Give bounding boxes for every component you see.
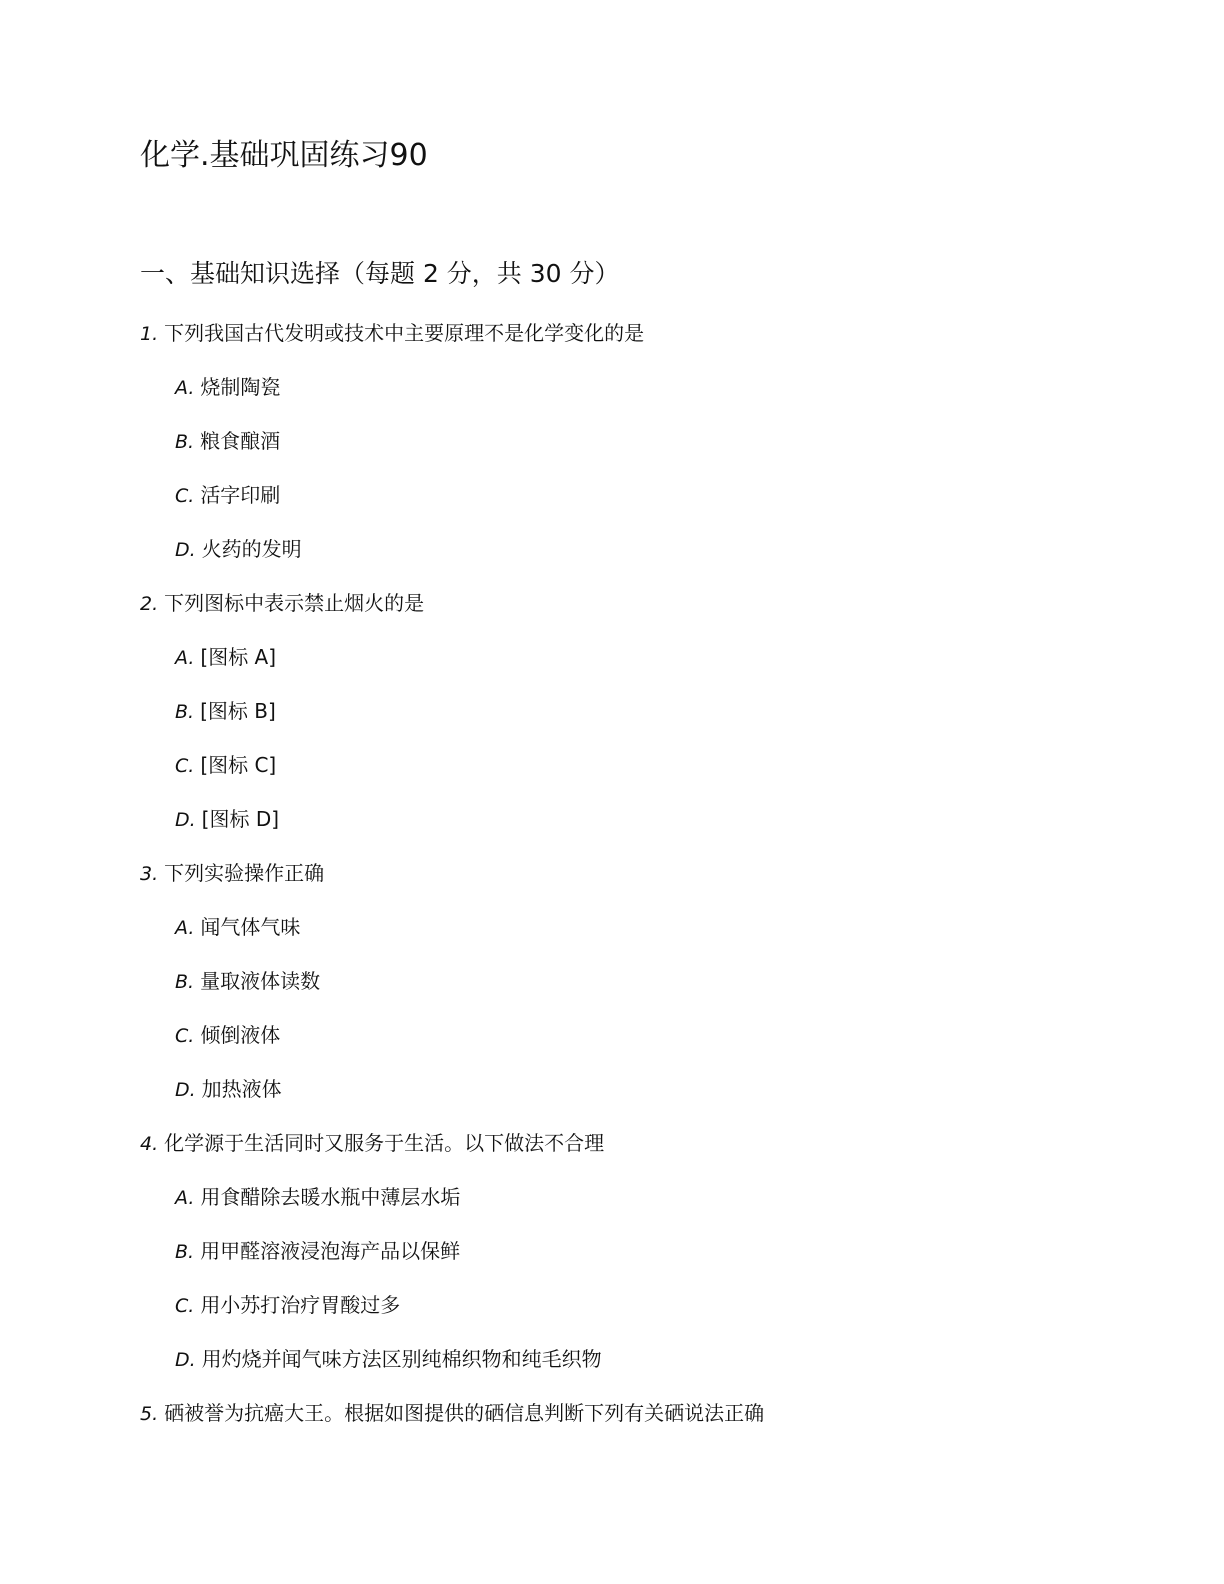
question-number: 3. [140,863,159,885]
question-text: 硒被誉为抗癌大王。根据如图提供的硒信息判断下列有关硒说法正确 [164,1401,765,1425]
option-letter: C. [175,755,195,777]
question-text: 化学源于生活同时又服务于生活。以下做法不合理 [164,1131,605,1155]
option-letter: A. [175,1187,195,1209]
question-text: 下列实验操作正确 [164,861,325,885]
option-text: [图标 C] [200,753,277,777]
question-1-option-b [175,426,280,457]
question-1-option-c [175,480,280,511]
question-3 [140,858,324,889]
option-text: 量取液体读数 [200,969,321,993]
question-5 [140,1398,764,1429]
option-letter: B. [175,1241,195,1263]
option-letter: C. [175,1295,195,1317]
option-text: 倾倒液体 [200,1023,281,1047]
option-letter: D. [175,1079,196,1101]
question-1-option-a [175,372,280,403]
option-text: 烧制陶瓷 [200,375,281,399]
question-4-option-a [175,1182,460,1213]
question-2-option-b [175,696,276,727]
section-heading: 一、基础知识选择（每题 2 分，共 30 分） [140,259,620,288]
question-text: 下列图标中表示禁止烟火的是 [164,591,425,615]
option-letter: C. [175,1025,195,1047]
question-3-option-d [175,1074,282,1105]
option-letter: D. [175,1349,196,1371]
option-text: [图标 A] [200,645,277,669]
option-letter: B. [175,431,195,453]
option-letter: A. [175,647,195,669]
question-3-option-c [175,1020,280,1051]
option-text: 用食醋除去暖水瓶中薄层水垢 [200,1185,461,1209]
option-text: 用小苏打治疗胃酸过多 [200,1293,401,1317]
question-3-option-b [175,966,320,997]
question-2-option-d [175,804,279,835]
question-1-option-d [175,534,302,565]
option-text: 粮食酿酒 [200,429,281,453]
question-1 [140,318,644,349]
option-letter: C. [175,485,195,507]
question-number: 4. [140,1133,159,1155]
question-3-option-a [175,912,300,943]
question-text: 下列我国古代发明或技术中主要原理不是化学变化的是 [164,321,645,345]
question-4-option-c [175,1290,400,1321]
option-text: 活字印刷 [200,483,281,507]
option-letter: D. [175,539,196,561]
question-2 [140,588,424,619]
option-text: 加热液体 [201,1077,282,1101]
question-4-option-b [175,1236,460,1267]
option-letter: A. [175,917,195,939]
option-letter: A. [175,377,195,399]
question-4 [140,1128,604,1159]
option-letter: B. [175,971,195,993]
option-text: 用灼烧并闻气味方法区别纯棉织物和纯毛织物 [201,1347,602,1371]
question-4-option-d [175,1344,602,1375]
option-text: 用甲醛溶液浸泡海产品以保鲜 [200,1239,461,1263]
option-text: 闻气体气味 [200,915,301,939]
question-number: 5. [140,1403,159,1425]
question-2-option-a [175,642,276,673]
question-2-option-c [175,750,276,781]
option-text: [图标 B] [200,699,276,723]
option-text: 火药的发明 [201,537,302,561]
question-number: 2. [140,593,159,615]
question-number: 1. [140,323,159,345]
option-letter: B. [175,701,195,723]
option-letter: D. [175,809,196,831]
option-text: [图标 D] [201,807,280,831]
document-title: 化学.基础巩固练习90 [140,138,428,173]
